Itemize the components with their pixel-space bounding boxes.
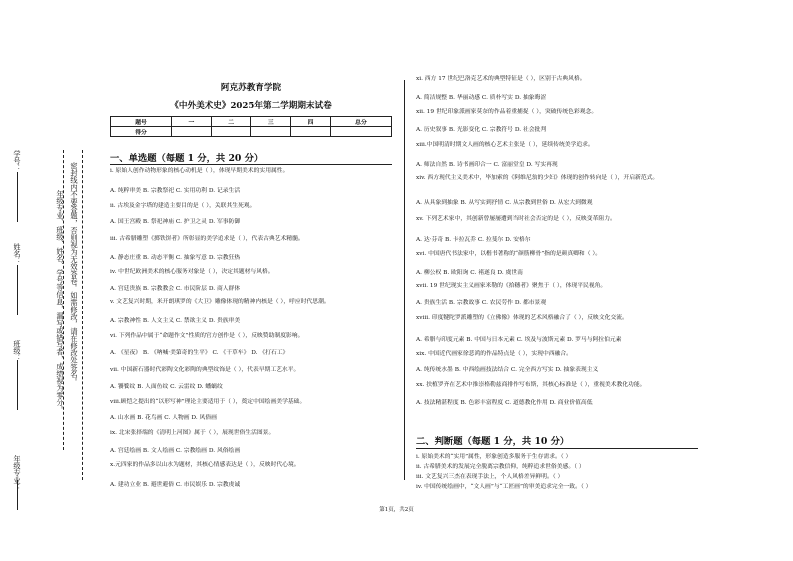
score-input-cell[interactable] (330, 127, 391, 137)
question-stem: vii. 中国新石器时代彩陶文化彩陶的典型纹饰是（ ），代表早期工艺水平。 (110, 367, 300, 373)
score-input-cell[interactable] (172, 127, 212, 137)
name-field[interactable] (17, 265, 18, 315)
exam-title: 《中外美术史》2025年第二学期期末试卷 (170, 101, 332, 111)
question-stem: xi. 西方 17 世纪巴洛克艺术的典型特征是（ ），区别于古典风格。 (416, 76, 586, 82)
question-options: A. 简洁规整 B. 华丽动感 C. 质朴写实 D. 抽象晦涩 (416, 95, 547, 101)
question-stem: xiii.中国明清时期文人画的核心艺术主张是（ ），延续传统美学追求。 (416, 142, 594, 148)
question-options: A. 国王宫殿 B. 祭祀神庙 C. 护卫之灵 D. 军事防御 (110, 219, 241, 225)
student-id-label: 学号： (13, 150, 22, 172)
major-field[interactable] (17, 480, 18, 510)
question-options: A. 《星夜》 B. 《呐喊·美第奇的生平》 C. 《干草车》 D. 《打石工》 (110, 350, 289, 356)
column-divider (404, 80, 405, 480)
page-footer: 第1页，共2页 (379, 507, 414, 513)
score-input-cell[interactable] (291, 127, 331, 137)
question-stem: i. 原始人创作动物形象的核心动机是（ ），体现早期美术的实用属性。 (110, 168, 289, 174)
judge-question: iii. 文艺复兴三杰在表现手法上，个人风格差异鲜明。（ ） (416, 474, 564, 480)
question-options: A. 技法精湛程度 B. 色彩丰富程度 C. 道德教化作用 D. 商业价值高低 (416, 400, 593, 406)
question-stem: xviii. 印度犍陀罗派雕塑的《立佛像》体现的艺术风格融合了（ ），反映文化交流。 (416, 315, 628, 321)
question-options: A. 希腊与印度元素 B. 中国与日本元素 C. 埃及与波斯元素 D. 罗马与阿拉伯元素 (416, 337, 622, 343)
school-name: 阿克苏教育学院 (220, 83, 282, 93)
judge-question: i. 原始美术的“实用”属性，形象创造多服务于生存需求。（ ） (416, 454, 572, 460)
student-id-field[interactable] (17, 172, 18, 222)
question-options: A. 宫廷绘画 B. 文人绘画 C. 宗教绘画 D. 风俗绘画 (110, 448, 241, 454)
section2-title: 二、判断题（每题 1 分，共 10 分） (416, 436, 570, 447)
score-table-cell: 三 (251, 117, 291, 127)
question-stem: xvii. 19 世纪现实主义画家米勒的《拾穗者》聚焦于（ ），体现平民视角。 (416, 283, 607, 289)
score-table-row-label: 得分 (111, 127, 172, 137)
judge-question: ii. 古希腊美术的发展完全脱离宗教信仰，纯粹追求世俗美感。（ ） (416, 464, 585, 470)
score-table-cell: 二 (211, 117, 251, 127)
section1-underline (110, 164, 392, 165)
binding-strip (0, 0, 95, 561)
question-stem: xii. 19 世纪印象派画家莫奈的作品着重捕捉（ ），突破传统色彩观念。 (416, 109, 598, 115)
question-options: A. 建功立业 B. 避世避俗 C. 市民娱乐 D. 宗教虔诚 (110, 482, 241, 488)
score-table-score-row (111, 127, 392, 137)
question-options: A. 师法自然 B. 诗书画印合一 C. 富丽堂皇 D. 写实再现 (416, 162, 558, 168)
question-options: A. 静态庄重 B. 动态平衡 C. 抽象写意 D. 宗教狂热 (110, 255, 241, 261)
score-table-cell: 四 (291, 117, 331, 127)
seal-line-outer (82, 150, 83, 480)
score-table (110, 116, 392, 137)
question-stem: v. 文艺复兴时期，米开朗琪罗的《大卫》雕像体现的精神内核是（ ），呼应时代思潮。 (110, 299, 330, 305)
judge-question: iv. 中国传统绘画中，“文人画”与“工匠画”的审美追求完全一致。（ ） (416, 484, 592, 490)
class-field[interactable] (17, 360, 18, 410)
question-options: A. 从具象到抽象 B. 从写实到抒情 C. 从宗教到世俗 D. 从宏大到微观 (416, 200, 593, 206)
question-stem: ix. 北宋张择端的《清明上河图》属于（ ），展现世俗生活图景。 (110, 430, 275, 436)
score-table-cell: 题号 (111, 117, 172, 127)
question-stem: x.元四家的作品多以山水为题材，其核心情感表达是（ ），反映时代心境。 (110, 462, 300, 468)
question-options: A. 达·芬奇 B. 卡拉瓦乔 C. 拉斐尔 D. 安格尔 (416, 237, 531, 243)
score-table-header-row (111, 117, 392, 127)
question-options: A. 柳公权 B. 欧阳询 C. 褚遂良 D. 虞世南 (416, 270, 523, 276)
question-stem: xix. 中国近代画家徐悲鸿的作品特点是（ ），实现中西融合。 (416, 351, 572, 357)
major-label: 年级专业： (13, 455, 22, 491)
question-stem: xvi. 中国唐代书法家中，以楷书著称的“颜筋柳骨”指的是颜真卿和（ ）。 (416, 251, 602, 257)
binding-note-left: 年级专业、班级、姓名、学号等信息，漏写或错写者，成绩视为零分。 (56, 190, 65, 414)
binding-note-right: 密封线内不要答题，否则视为无效答卷。如需修改，请在修改处签名。 (70, 162, 79, 386)
question-options: A. 纯粹审美 B. 宗教祭祀 C. 实用功利 D. 记录生活 (110, 188, 241, 194)
question-stem: viii.顾恺之提出的“以形写神”理论主要适用于（ ），奠定中国绘画美学基础。 (110, 399, 306, 405)
question-options: A. 纯传统水墨 B. 中西绘画技法结合 C. 完全西方写实 D. 抽象表现主义 (416, 367, 599, 373)
section1-title: 一、单选题（每题 1 分，共 20 分） (110, 153, 264, 164)
question-options: A. 贵族生活 B. 宗教故事 C. 农民劳作 D. 都市景观 (416, 300, 547, 306)
question-stem: xx. 扶植罗齐在艺术中推崇格勒兹商排作写布斯，其核心标准是（ ），重视美术教化功能。 (416, 382, 646, 388)
section2-underline (416, 448, 698, 449)
score-input-cell[interactable] (251, 127, 291, 137)
question-stem: ii. 古埃及金字塔的建造主要目的是（ ），关联其生死观。 (110, 203, 256, 209)
class-label: 班级： (13, 340, 22, 362)
question-stem: iv. 中世纪欧洲美术的核心服务对象是（ ），决定其题材与风格。 (110, 269, 274, 275)
question-stem: xiv. 西方现代主义美术中，毕加索的《阿维尼翁的少妇》体现的创作转向是（ ），开启新范式。 (416, 175, 659, 181)
question-options: A. 山水画 B. 花鸟画 C. 人物画 D. 风俗画 (110, 415, 217, 421)
question-options: A. 宗教神性 B. 人文主义 C. 禁欲主义 D. 贵族审美 (110, 318, 241, 324)
score-table-cell: 一 (172, 117, 212, 127)
question-options: A. 饕餮纹 B. 人面鱼纹 C. 云雷纹 D. 蟠螭纹 (110, 384, 223, 390)
question-stem: iii. 古希腊雕塑《掷铁饼者》所彰显的美学追求是（ ），代表古典艺术精髓。 (110, 236, 304, 242)
question-options: A. 历史叙事 B. 光影变化 C. 宗教符号 D. 社会批判 (416, 127, 547, 133)
question-stem: xv. 下列艺术家中，其创新曾屡屡遭到当时社会否定的是（ ），反映变革阻力。 (416, 216, 616, 222)
score-table-cell: 总分 (330, 117, 391, 127)
question-options: A. 宫廷贵族 B. 宗教教会 C. 市民阶层 D. 商人群体 (110, 286, 241, 292)
score-input-cell[interactable] (211, 127, 251, 137)
name-label: 姓名： (13, 243, 22, 265)
question-stem: vi. 下列作品中属于“命题作文”性质的官方创作是（ ），反映赞助制度影响。 (110, 333, 304, 339)
